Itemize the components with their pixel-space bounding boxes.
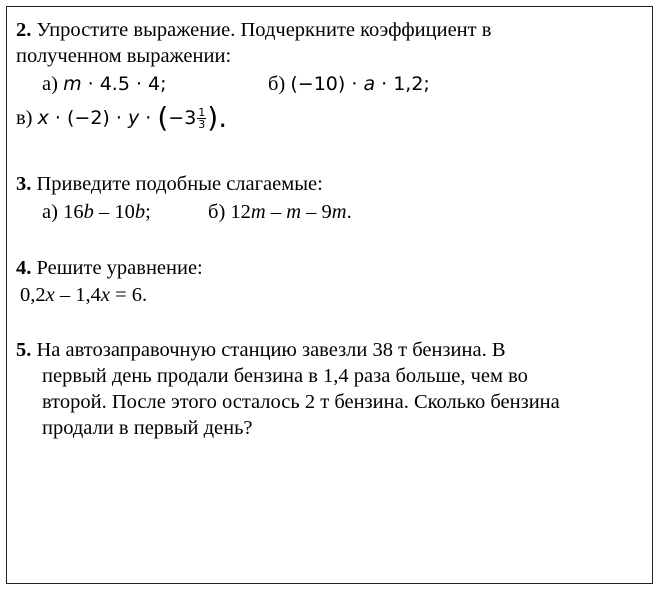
task5-line4: продали в первый день? [42,417,253,439]
task4-title-line [16,256,203,280]
task2-b-expression: (−10) · a · 1,2; [290,73,430,95]
task2-text-line1: Упростите выражение. Подчеркните коэффициент в [36,19,492,41]
task4-title: Решите уравнение: [36,257,203,279]
task5-number: 5. [16,339,32,361]
task3-part-b: б) 12m – m – 9m. [208,201,352,223]
task2-part-v [16,101,228,134]
task5-text-line1: На автозаправочную станцию завезли 38 т бензина. В [36,339,506,361]
task3-part-a: а) 16b – 10b; [42,201,151,223]
task2-part-b [268,72,430,96]
task2-v-expression: x · (−2) · y · (−3 $\frac{1}{3}$ ). [37,101,228,134]
task4-number: 4. [16,257,32,279]
task2-a-expression: m · 4.5 · 4; [63,73,167,95]
task2-number: 2. [16,19,32,41]
task5-line1 [16,338,506,362]
task2-part-a [42,72,167,96]
task2-a-label: а) [42,73,58,95]
task4-equation: 0,2x – 1,4x = 6. [20,284,148,306]
mixed-fraction: $\frac{1}{3}$ [198,106,206,131]
task5-line2: первый день продали бензина в 1,4 раза больше, чем во [42,365,528,387]
task2-v-label: в) [16,107,33,129]
task2-line2: полученном выражении: [16,45,232,67]
task3-number: 3. [16,173,32,195]
task3-title-line [16,172,323,196]
task3-title: Приведите подобные слагаемые: [36,173,323,195]
task2-b-label: б) [268,73,286,95]
task5-line3: второй. После этого осталось 2 т бензина. Сколько бензина [42,391,560,413]
task2-line1 [16,18,491,42]
